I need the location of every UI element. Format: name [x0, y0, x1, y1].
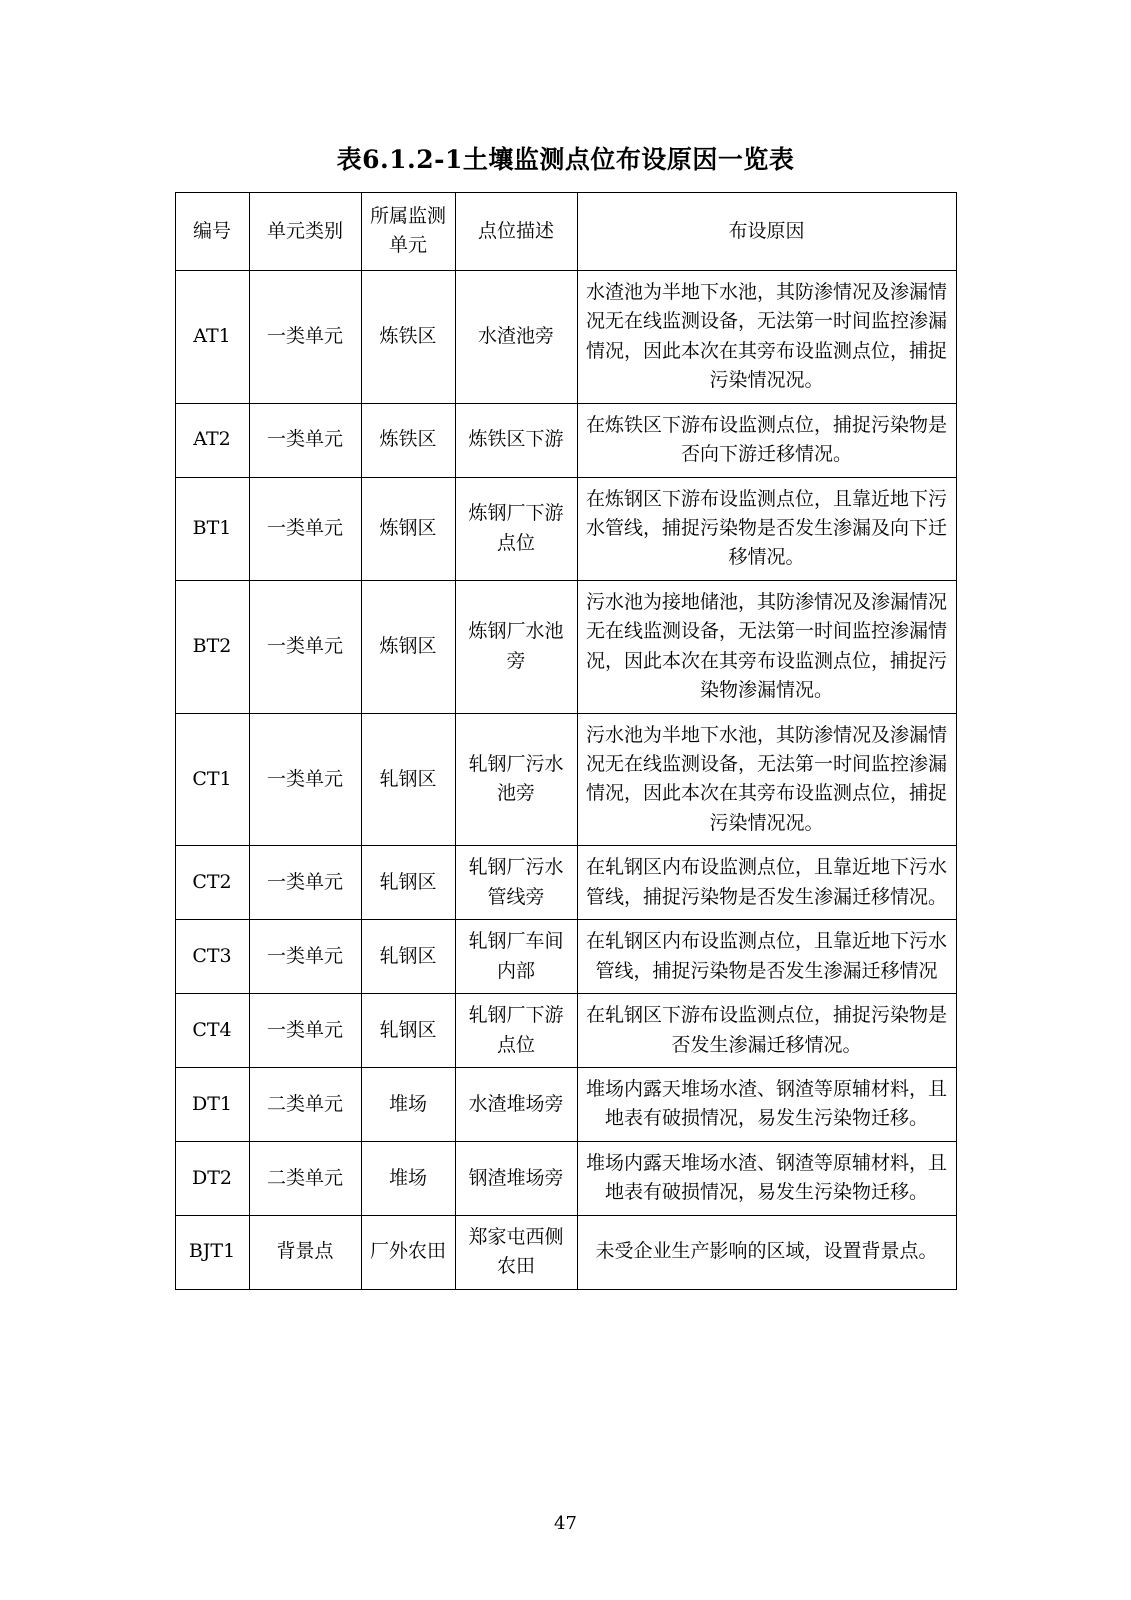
cell-id: CT4 — [175, 994, 249, 1068]
cell-description: 水渣堆场旁 — [455, 1067, 577, 1141]
table-row — [175, 1215, 956, 1289]
cell-category: 背景点 — [249, 1215, 361, 1289]
cell-unit: 堆场 — [361, 1141, 455, 1215]
cell-reason: 未受企业生产影响的区域，设置背景点。 — [577, 1215, 956, 1289]
cell-unit: 轧钢区 — [361, 920, 455, 994]
column-header-category: 单元类别 — [249, 193, 361, 271]
column-header-reason: 布设原因 — [577, 193, 956, 271]
cell-description: 郑家屯西侧农田 — [455, 1215, 577, 1289]
table-row — [175, 713, 956, 846]
page-number: 47 — [554, 1513, 577, 1534]
cell-reason: 在炼钢区下游布设监测点位，且靠近地下污水管线，捕捉污染物是否发生渗漏及向下迁移情况。 — [577, 477, 956, 580]
cell-description: 钢渣堆场旁 — [455, 1141, 577, 1215]
cell-id: CT2 — [175, 846, 249, 920]
cell-category: 一类单元 — [249, 477, 361, 580]
cell-unit: 炼钢区 — [361, 477, 455, 580]
cell-unit: 轧钢区 — [361, 846, 455, 920]
cell-id: BT2 — [175, 580, 249, 713]
table-row — [175, 1067, 956, 1141]
cell-unit: 厂外农田 — [361, 1215, 455, 1289]
cell-category: 一类单元 — [249, 846, 361, 920]
cell-category: 一类单元 — [249, 994, 361, 1068]
cell-description: 水渣池旁 — [455, 270, 577, 403]
soil-monitoring-table — [175, 192, 957, 1290]
cell-unit: 炼铁区 — [361, 270, 455, 403]
cell-description: 炼铁区下游 — [455, 403, 577, 477]
table-header-row — [175, 193, 956, 271]
table-row — [175, 846, 956, 920]
table-row — [175, 580, 956, 713]
cell-reason: 堆场内露天堆场水渣、钢渣等原辅材料，且地表有破损情况，易发生污染物迁移。 — [577, 1067, 956, 1141]
column-header-id: 编号 — [175, 193, 249, 271]
cell-description: 轧钢厂污水管线旁 — [455, 846, 577, 920]
cell-id: CT1 — [175, 713, 249, 846]
cell-reason: 在炼铁区下游布设监测点位，捕捉污染物是否向下游迁移情况。 — [577, 403, 956, 477]
table-row — [175, 920, 956, 994]
cell-category: 一类单元 — [249, 270, 361, 403]
cell-description: 轧钢厂污水池旁 — [455, 713, 577, 846]
table-row — [175, 994, 956, 1068]
cell-id: BT1 — [175, 477, 249, 580]
cell-id: AT2 — [175, 403, 249, 477]
cell-reason: 污水池为半地下水池，其防渗情况及渗漏情况无在线监测设备，无法第一时间监控渗漏情况，因此本次在其旁布设监测点位，捕捉污染情况况。 — [577, 713, 956, 846]
table-row — [175, 1141, 956, 1215]
cell-unit: 炼钢区 — [361, 580, 455, 713]
cell-id: AT1 — [175, 270, 249, 403]
cell-category: 一类单元 — [249, 920, 361, 994]
cell-description: 炼钢厂水池旁 — [455, 580, 577, 713]
cell-category: 一类单元 — [249, 403, 361, 477]
cell-category: 二类单元 — [249, 1141, 361, 1215]
table-row — [175, 270, 956, 403]
cell-reason: 在轧钢区下游布设监测点位，捕捉污染物是否发生渗漏迁移情况。 — [577, 994, 956, 1068]
cell-reason: 污水池为接地储池，其防渗情况及渗漏情况无在线监测设备，无法第一时间监控渗漏情况，因此本次在其旁布设监测点位，捕捉污染物渗漏情况。 — [577, 580, 956, 713]
column-header-unit: 所属监测单元 — [361, 193, 455, 271]
column-header-description: 点位描述 — [455, 193, 577, 271]
cell-id: DT2 — [175, 1141, 249, 1215]
cell-reason: 水渣池为半地下水池，其防渗情况及渗漏情况无在线监测设备，无法第一时间监控渗漏情况，因此本次在其旁布设监测点位，捕捉污染情况况。 — [577, 270, 956, 403]
cell-unit: 堆场 — [361, 1067, 455, 1141]
cell-reason: 在轧钢区内布设监测点位，且靠近地下污水管线，捕捉污染物是否发生渗漏迁移情况。 — [577, 846, 956, 920]
cell-id: BJT1 — [175, 1215, 249, 1289]
cell-description: 轧钢厂下游点位 — [455, 994, 577, 1068]
cell-category: 一类单元 — [249, 580, 361, 713]
cell-unit: 轧钢区 — [361, 713, 455, 846]
cell-category: 二类单元 — [249, 1067, 361, 1141]
cell-id: DT1 — [175, 1067, 249, 1141]
cell-id: CT3 — [175, 920, 249, 994]
cell-reason: 堆场内露天堆场水渣、钢渣等原辅材料，且地表有破损情况，易发生污染物迁移。 — [577, 1141, 956, 1215]
cell-unit: 轧钢区 — [361, 994, 455, 1068]
table-row — [175, 403, 956, 477]
cell-description: 轧钢厂车间内部 — [455, 920, 577, 994]
page-title: 表6.1.2-1土壤监测点位布设原因一览表 — [336, 145, 795, 174]
cell-unit: 炼铁区 — [361, 403, 455, 477]
table-row — [175, 477, 956, 580]
cell-category: 一类单元 — [249, 713, 361, 846]
cell-reason: 在轧钢区内布设监测点位，且靠近地下污水管线，捕捉污染物是否发生渗漏迁移情况 — [577, 920, 956, 994]
cell-description: 炼钢厂下游点位 — [455, 477, 577, 580]
